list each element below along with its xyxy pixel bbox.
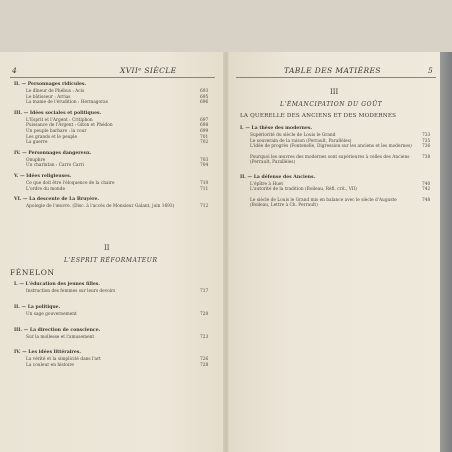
toc-entry-text: L'épître à Huet — [250, 181, 284, 187]
left-part-title: L'ESPRIT RÉFORMATEUR — [64, 257, 158, 264]
toc-entry-page: 733 — [422, 133, 431, 138]
toc-entry-page: 748 — [422, 198, 431, 204]
toc-section-heading: III. — Idées sociales et politiques. — [14, 110, 102, 116]
toc-entry-page: 726 — [200, 357, 209, 363]
right-part-title: L'ÉMANCIPATION DU GOÛT — [280, 101, 383, 108]
toc-entry-text: Onuphre — [26, 157, 46, 163]
right-part-roman: III — [330, 88, 339, 96]
toc-entry-text: L'idée de progrès (Fontenelle, Digression sur les anciens et les modernes) — [250, 144, 412, 150]
toc-entry-text: Puissance de l'Argent : Giton et Phédon — [26, 123, 113, 129]
left-page-number: 4 — [12, 66, 18, 75]
toc-section-heading: VI. — La descente de La Bruyère. — [14, 197, 100, 203]
toc-entry-text: Apologie de l'œuvre. (Disc. à l'accès de Monsieur Galant, juin 1693) — [26, 204, 175, 210]
toc-entry-page: 697 — [200, 117, 209, 123]
toc-entry-page: 736 — [422, 144, 431, 150]
toc-entry-page: 702 — [200, 140, 209, 146]
right-head-rule — [236, 77, 436, 78]
toc-entry-text: La couleur en histoire — [26, 363, 74, 369]
toc-entry-page: 740 — [422, 181, 431, 187]
left-head-rule — [10, 77, 215, 78]
toc-section-heading: I. — L'éducation des jeunes filles. — [14, 282, 100, 287]
toc-entry-text: La guerre — [26, 140, 48, 146]
toc-entry-page: 717 — [200, 289, 209, 294]
toc-entry-text: Supériorité du siècle de Louis le Grand — [250, 133, 336, 138]
book-spine — [223, 52, 229, 452]
toc-section-heading: III. — La direction de conscience. — [14, 327, 101, 333]
toc-entry-page: 710 — [200, 181, 209, 186]
toc-section-heading: IV. — Personnages dangereux. — [14, 150, 92, 156]
toc-entry-text: Un peuple barbare : la cour — [26, 129, 87, 134]
toc-entry-page: 742 — [422, 187, 431, 193]
toc-entry-page: 693 — [200, 89, 209, 94]
toc-entry-page: 699 — [200, 129, 209, 134]
toc-entry-text: La manie de l'érudition : Hermagoras — [26, 100, 108, 106]
toc-entry-page: 735 — [422, 138, 431, 144]
book-edge — [440, 52, 452, 452]
toc-entry-page: 696 — [200, 100, 209, 106]
toc-entry-text: Un sage gouvernement — [26, 311, 77, 317]
toc-entry-text: Un charlatan : Carro Carri — [26, 163, 84, 169]
toc-section-heading: V. — Idées religieuses. — [14, 174, 72, 179]
toc-entry-page: 720 — [200, 311, 209, 317]
right-running-title: TABLE DES MATIÈRES — [284, 66, 381, 75]
toc-section-heading: II. — La défense des Anciens. — [240, 174, 316, 180]
toc-entry-text: Le dîneur de Phébus : Acis — [26, 89, 85, 94]
toc-entry-text: Le siècle de Louis le Grand mis en balance avec le siècle d'Auguste (Boileau, Lettre à Ch. Perrault) — [250, 198, 397, 209]
toc-entry-text: Sur la mollesse et l'amusement — [26, 334, 95, 340]
toc-entry-page: 728 — [200, 363, 209, 369]
toc-entry-page: 711 — [200, 186, 209, 192]
toc-section-heading: IV. — Les idées littéraires. — [14, 350, 81, 356]
toc-entry-text: L'ordre du monde — [26, 186, 65, 192]
toc-entry-text: La vérité et la simplicité dans l'art — [26, 357, 101, 363]
toc-entry-page: 738 — [422, 155, 431, 161]
toc-entry-text: Les grands et le peuple — [26, 134, 78, 140]
right-page-number: 5 — [428, 66, 434, 75]
toc-entry-page: 712 — [200, 204, 209, 210]
toc-entry-text: Le bâtisseur : Arrias — [26, 94, 71, 100]
toc-entry-text: Instruction des femmes sur leurs devoirs — [26, 289, 116, 294]
left-part-roman: II — [104, 244, 110, 252]
toc-entry-page: 704 — [200, 163, 209, 169]
toc-entry-page: 701 — [200, 134, 209, 140]
right-main-title: LA QUERELLE DES ANCIENS ET DES MODERNES — [240, 113, 397, 119]
toc-entry-text: L'autorité de la tradition (Boileau, Réfl. crit., VII) — [250, 187, 357, 193]
toc-entry-page: 698 — [200, 123, 209, 129]
toc-entry-text: L'Esprit et l'Argent : Critiphon — [26, 117, 93, 123]
toc-entry-text: Ce que doit être l'éloquence de la chaire — [26, 181, 115, 186]
toc-entry-page: 703 — [200, 157, 209, 163]
toc-section-heading: I. — La thèse des modernes. — [240, 126, 313, 131]
toc-entry-text: Pourquoi les œuvres des modernes sont supérieures à celles des Anciens (Perrault, Parallèles) — [250, 155, 410, 166]
left-running-title: XVIIᵉ SIÈCLE — [120, 66, 177, 75]
toc-section-heading: II. — Personnages ridicules. — [14, 82, 87, 87]
toc-entry-page: 695 — [200, 94, 209, 100]
toc-entry-text: Le souverain de la raison (Perrault, Parallèles) — [250, 138, 352, 144]
right-page — [226, 52, 440, 452]
toc-entry-page: 723 — [200, 334, 209, 340]
author-name: FÉNELON — [10, 268, 55, 277]
toc-section-heading: II. — La politique. — [14, 304, 61, 310]
